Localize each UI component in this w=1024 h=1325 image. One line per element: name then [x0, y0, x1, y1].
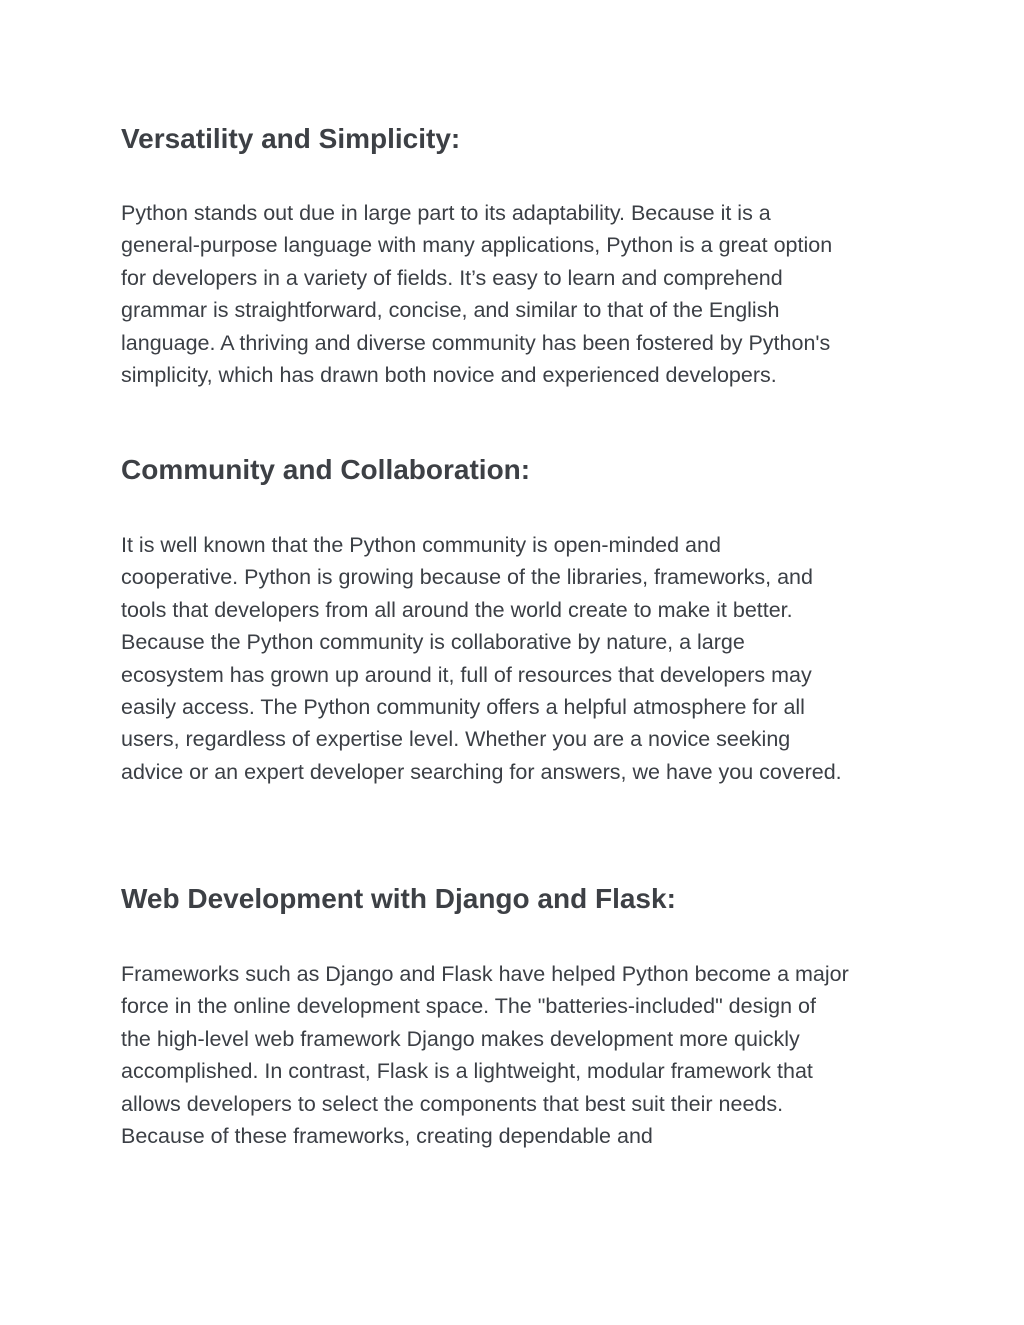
paragraph-line: the high-level web framework Django makes development more quickly — [121, 1026, 800, 1051]
section-heading-versatility: Versatility and Simplicity: — [121, 123, 461, 154]
paragraph-line: accomplished. In contrast, Flask is a lightweight, modular framework that — [121, 1059, 813, 1084]
paragraph-line: ecosystem has grown up around it, full of resources that developers may — [121, 662, 812, 687]
paragraph-line: simplicity, which has drawn both novice and experienced developers. — [121, 363, 777, 388]
paragraph-line: tools that developers from all around the world create to make it better. — [121, 597, 793, 622]
paragraph-line: It is well known that the Python community is open-minded and — [121, 533, 721, 557]
paragraph-line: force in the online development space. The "batteries-included" design of — [121, 994, 816, 1019]
section-paragraph-community — [121, 529, 911, 788]
paragraph-line: Because of these frameworks, creating dependable and — [121, 1124, 653, 1149]
paragraph-line: Python stands out due in large part to its adaptability. Because it is a — [121, 201, 771, 225]
paragraph-line: Frameworks such as Django and Flask have helped Python become a major — [121, 962, 849, 986]
section-paragraph-web-development — [121, 958, 911, 1152]
paragraph-line: for developers in a variety of fields. It’s easy to learn and comprehend — [121, 265, 783, 290]
section-paragraph-versatility — [121, 197, 911, 391]
paragraph-line: users, regardless of expertise level. Whether you are a novice seeking — [121, 727, 791, 752]
section-heading-community: Community and Collaboration: — [121, 454, 531, 485]
paragraph-line: advice or an expert developer searching for answers, we have you covered. — [121, 759, 842, 784]
paragraph-line: general-purpose language with many applications, Python is a great option — [121, 233, 833, 258]
paragraph-line: cooperative. Python is growing because of the libraries, frameworks, and — [121, 565, 813, 590]
paragraph-line: language. A thriving and diverse community has been fostered by Python's — [121, 330, 831, 355]
paragraph-line: grammar is straightforward, concise, and similar to that of the English — [121, 298, 780, 323]
paragraph-line: allows developers to select the components that best suit their needs. — [121, 1091, 784, 1116]
paragraph-line: Because the Python community is collaborative by nature, a large — [121, 630, 745, 655]
paragraph-line: easily access. The Python community offers a helpful atmosphere for all — [121, 695, 805, 720]
section-heading-web-development: Web Development with Django and Flask: — [121, 883, 676, 914]
